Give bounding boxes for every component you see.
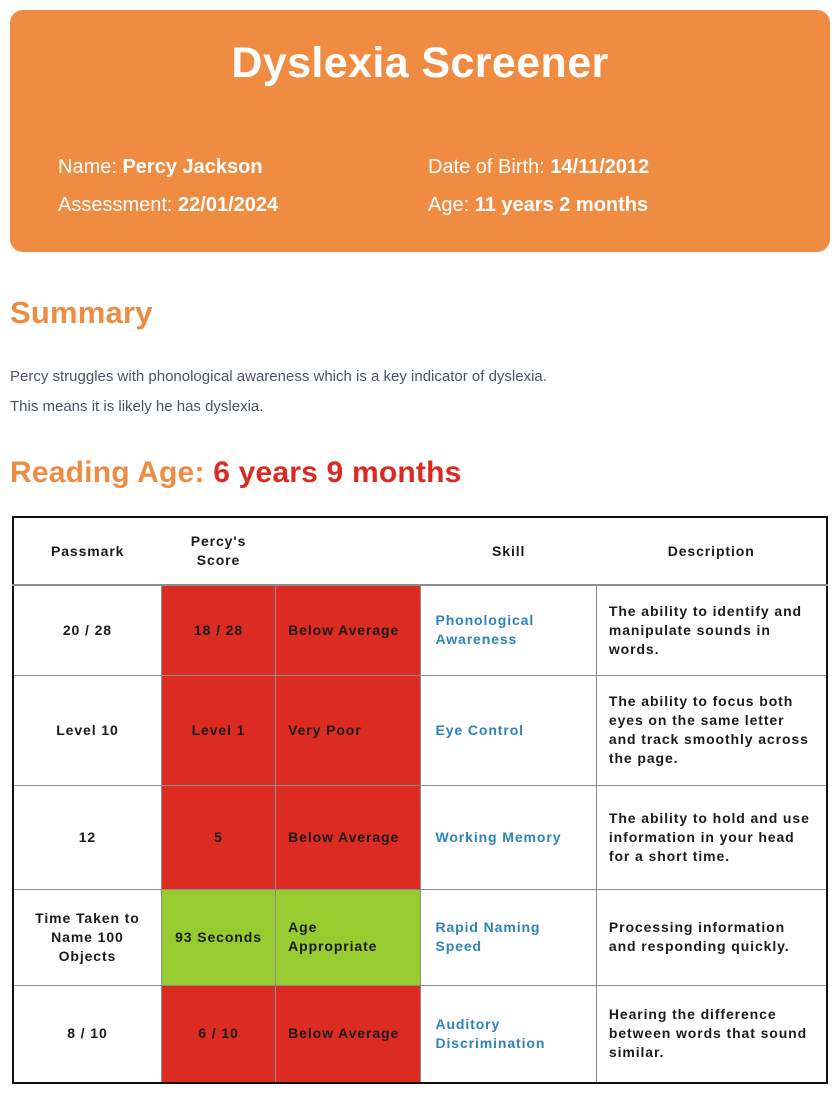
cell-description: The ability to identify and manipulate sounds in words. [596, 585, 827, 675]
cell-passmark: Time Taken to Name 100 Objects [13, 889, 161, 985]
patient-name-value: Percy Jackson [122, 156, 263, 178]
table-row [13, 985, 827, 1083]
date-of-birth-label: Date of Birth: [428, 156, 545, 178]
summary-heading: Summary [10, 295, 153, 330]
cell-passmark: 8 / 10 [13, 985, 161, 1083]
table-row [13, 585, 827, 675]
cell-description: The ability to focus both eyes on the same letter and track smoothly across the page. [596, 675, 827, 785]
reading-age-value: 6 years 9 months [213, 456, 462, 489]
cell-description: Processing information and responding quickly. [596, 889, 827, 985]
cell-score: 6 / 10 [161, 985, 275, 1083]
results-table [12, 516, 828, 1084]
cell-score: Level 1 [161, 675, 275, 785]
date-of-birth-line [428, 148, 830, 186]
cell-passmark: 12 [13, 785, 161, 889]
patient-name-label: Name: [58, 156, 117, 178]
patient-meta [10, 148, 830, 224]
summary-body [10, 362, 790, 422]
table-row [13, 675, 827, 785]
date-of-birth-value: 14/11/2012 [550, 156, 650, 178]
column-header-description: Description [596, 517, 827, 585]
column-header-passmark: Passmark [13, 517, 161, 585]
table-header-row [13, 517, 827, 585]
cell-skill: Phonological Awareness [421, 585, 596, 675]
cell-passmark: Level 10 [13, 675, 161, 785]
results-table-body [13, 585, 827, 1083]
cell-score: 18 / 28 [161, 585, 275, 675]
cell-rating: Below Average [276, 585, 421, 675]
table-row [13, 889, 827, 985]
table-row [13, 785, 827, 889]
cell-rating: Below Average [276, 985, 421, 1083]
cell-rating: Age Appropriate [276, 889, 421, 985]
column-header-rating [276, 517, 421, 585]
assessment-date-line [58, 186, 420, 224]
cell-skill: Eye Control [421, 675, 596, 785]
cell-description: The ability to hold and use information in your head for a short time. [596, 785, 827, 889]
reading-age [10, 456, 462, 490]
cell-skill: Rapid Naming Speed [421, 889, 596, 985]
reading-age-label: Reading Age: [10, 456, 205, 489]
patient-name-line [58, 148, 420, 186]
cell-passmark: 20 / 28 [13, 585, 161, 675]
cell-score: 5 [161, 785, 275, 889]
assessment-date-value: 22/01/2024 [178, 194, 279, 216]
patient-meta-left [10, 148, 420, 224]
assessment-date-label: Assessment: [58, 194, 173, 216]
cell-skill: Working Memory [421, 785, 596, 889]
cell-rating: Below Average [276, 785, 421, 889]
summary-line-1: Percy struggles with phonological awareness which is a key indicator of dyslexia. [10, 368, 547, 385]
column-header-score: Percy's Score [161, 517, 275, 585]
patient-meta-right [420, 148, 830, 224]
age-line [428, 186, 830, 224]
column-header-skill: Skill [421, 517, 596, 585]
summary-line-2: This means it is likely he has dyslexia. [10, 398, 264, 415]
page-title: Dyslexia Screener [231, 39, 609, 87]
age-label: Age: [428, 194, 470, 216]
cell-rating: Very Poor [276, 675, 421, 785]
cell-description: Hearing the difference between words that sound similar. [596, 985, 827, 1083]
cell-score: 93 Seconds [161, 889, 275, 985]
report-header-card [10, 10, 830, 252]
age-value: 11 years 2 months [474, 194, 649, 216]
cell-skill: Auditory Discrimination [421, 985, 596, 1083]
